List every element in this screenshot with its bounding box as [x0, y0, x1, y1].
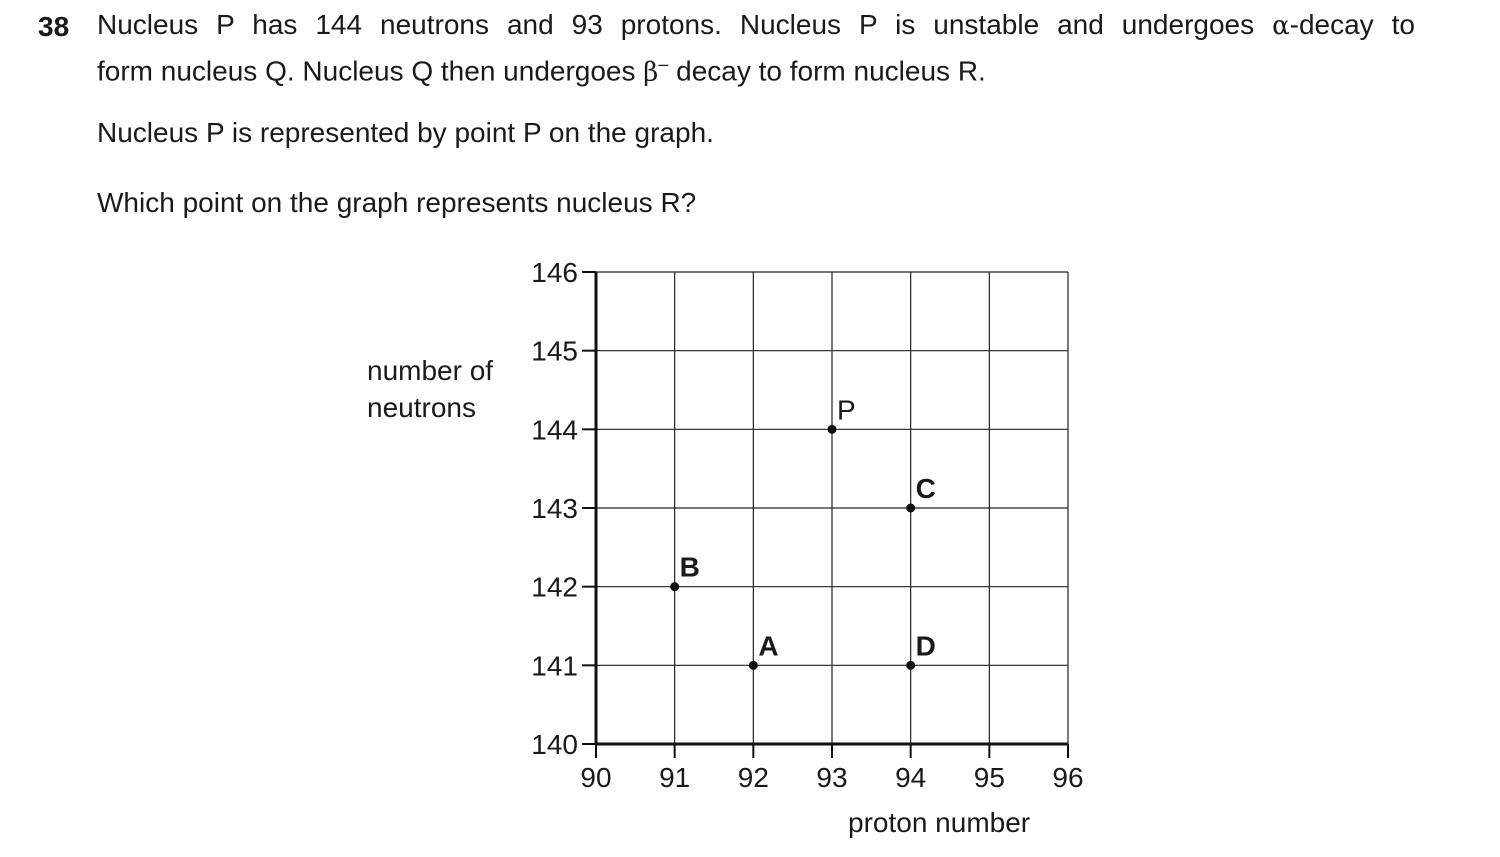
y-axis-label-line-2: neutrons: [367, 392, 476, 423]
point-d-label: D: [915, 630, 936, 662]
alpha-symbol: α: [1272, 11, 1290, 41]
question-line-2-end: decay to form nucleus R.: [668, 55, 986, 87]
x-axis-label: proton number: [848, 807, 1031, 838]
x-tick-label: 92: [737, 762, 769, 793]
x-tick-label: 91: [659, 762, 691, 793]
y-tick-label: 144: [531, 414, 578, 446]
point-p-label: P: [837, 394, 856, 426]
beta-minus-superscript: –: [658, 54, 669, 74]
x-tick-label: 90: [580, 762, 612, 793]
point-a-marker: [749, 661, 758, 670]
y-tick-label: 145: [531, 335, 578, 367]
x-tick-label: 94: [895, 762, 927, 793]
point-b-label: B: [679, 551, 700, 583]
question-line-1-start: Nucleus P has 144 neutrons and 93 protons. Nucleus P is unstable and undergoes: [97, 9, 1273, 40]
question-line-2-start: form nucleus Q. Nucleus Q then undergoes: [97, 55, 644, 87]
question-number: 38: [38, 11, 70, 42]
point-c-marker: [906, 504, 915, 513]
y-tick-label: 142: [531, 571, 578, 603]
point-a-label: A: [758, 630, 779, 662]
x-tick-label: 96: [1052, 762, 1084, 793]
x-tick-label: 95: [973, 762, 1005, 793]
point-d-marker: [906, 661, 915, 670]
x-tick-label: 93: [816, 762, 848, 793]
beta-symbol: β: [643, 57, 659, 88]
y-tick-label: 141: [531, 650, 578, 682]
y-axis-label-line-1: number of: [367, 355, 494, 386]
statement-text: Nucleus P is represented by point P on the graph.: [97, 117, 714, 148]
prompt-text: Which point on the graph represents nucleus R?: [97, 187, 697, 218]
y-tick-label: 140: [531, 729, 578, 760]
y-tick-label: 146: [531, 257, 578, 288]
y-tick-label: 143: [531, 493, 578, 524]
point-c-label: C: [915, 473, 936, 504]
point-p-marker: [828, 425, 837, 434]
question-line-1-end: -decay to: [1289, 9, 1415, 40]
point-b-marker: [670, 582, 679, 591]
